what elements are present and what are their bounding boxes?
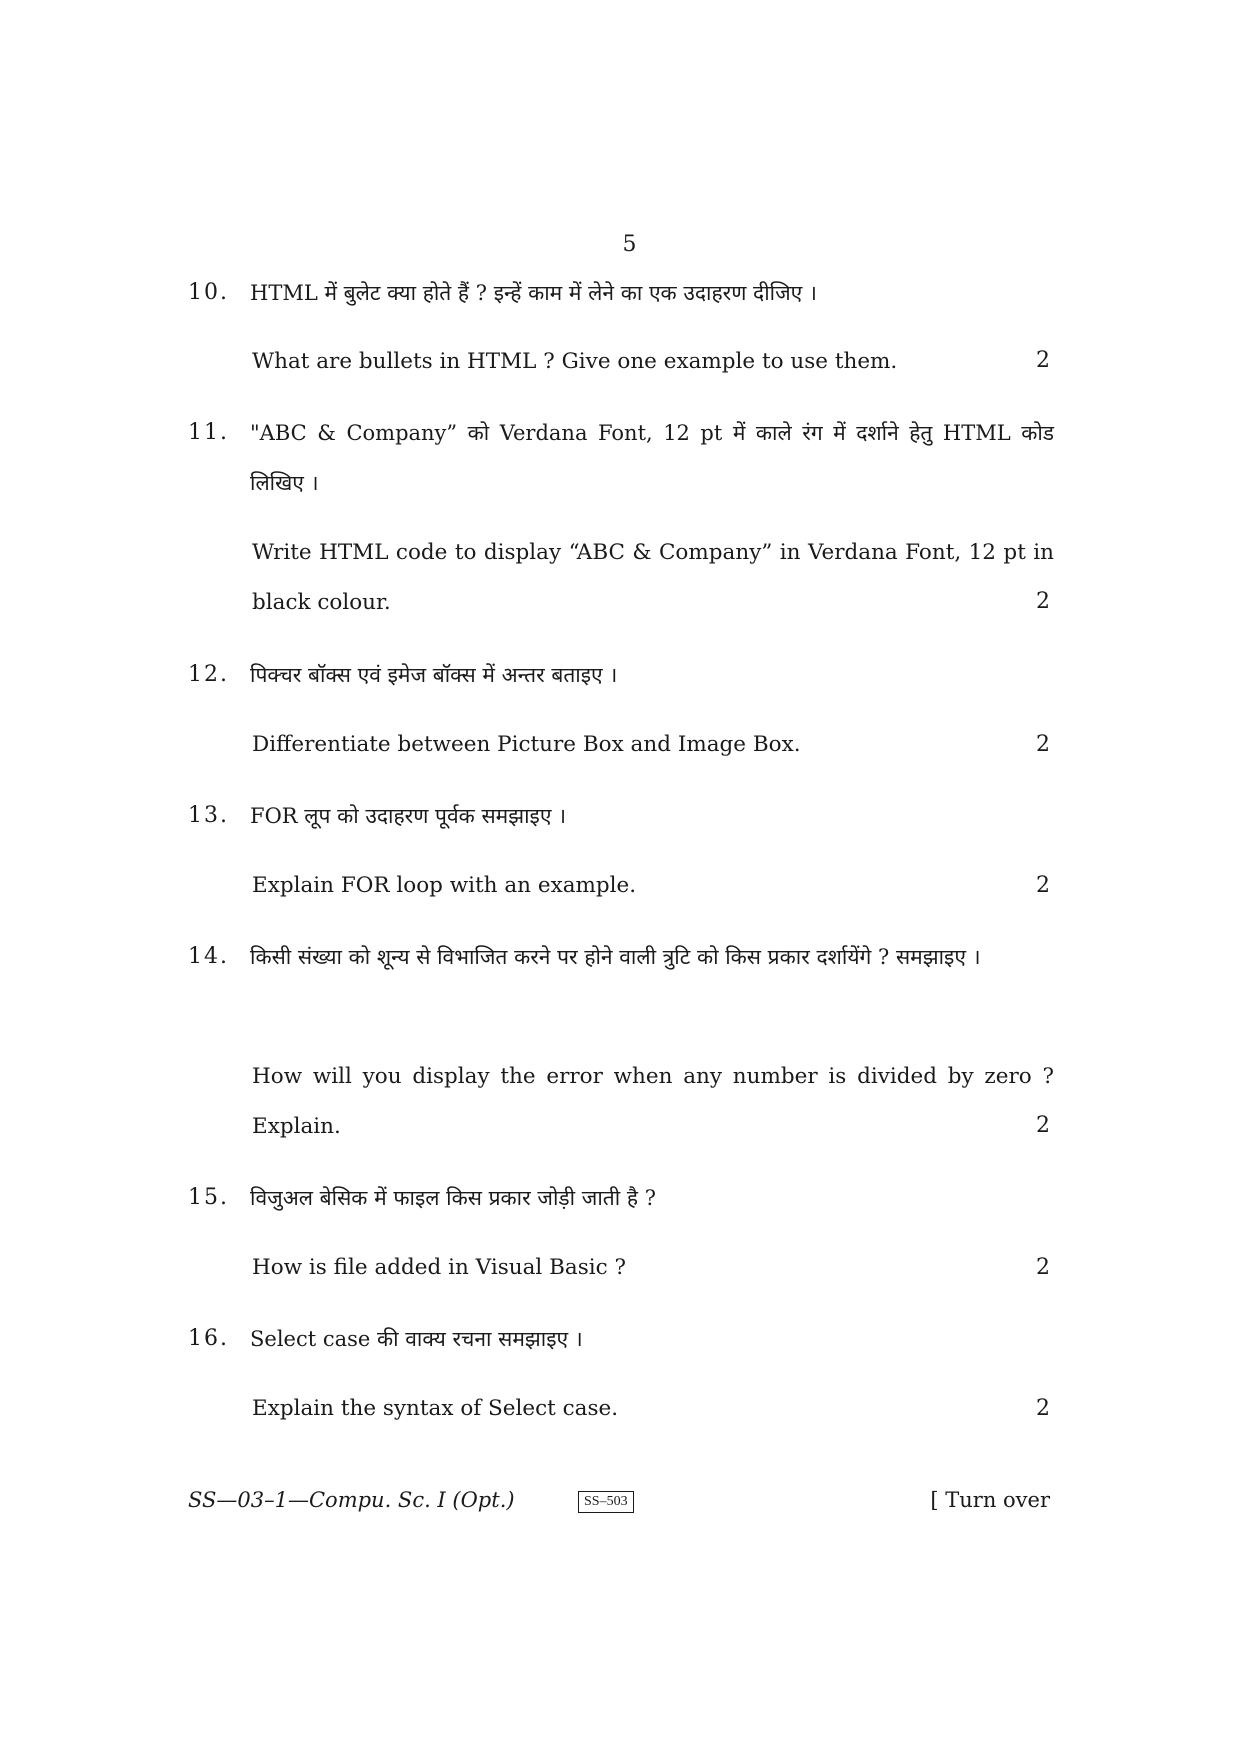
page-number: 5 — [622, 232, 637, 257]
question-number: 10. — [188, 280, 229, 305]
question-number: 16. — [188, 1326, 229, 1351]
marks: 2 — [1036, 1113, 1050, 1138]
marks: 2 — [1036, 1396, 1050, 1421]
question-text-hindi: HTML में बुलेट क्या होते हैं ? इन्हें काम में लेने का एक उदाहरण दीजिए । — [250, 281, 817, 305]
question-text-hindi: FOR लूप को उदाहरण पूर्वक समझाइए । — [250, 804, 567, 828]
marks: 2 — [1036, 732, 1050, 757]
question-number: 12. — [188, 662, 229, 687]
question-text-hindi: "ABC & Company” को Verdana Font, 12 pt में काले रंग में दर्शाने हेतु HTML कोड लिखिए । — [250, 421, 1054, 495]
marks: 2 — [1036, 589, 1050, 614]
paper-code-box: SS–503 — [578, 1491, 634, 1513]
question-text-english: Explain FOR loop with an example. — [252, 873, 637, 898]
question-text-hindi: Select case की वाक्य रचना समझाइए । — [250, 1327, 583, 1351]
question-text-hindi: पिक्चर बॉक्स एवं इमेज बॉक्स में अन्तर बताइए । — [250, 663, 618, 687]
marks: 2 — [1036, 873, 1050, 898]
turn-over-label: [ Turn over — [930, 1488, 1050, 1512]
question-number: 11. — [188, 420, 229, 445]
question-number: 15. — [188, 1185, 229, 1210]
question-text-english: What are bullets in HTML ? Give one example to use them. — [252, 349, 898, 374]
question-number: 14. — [188, 944, 229, 969]
page-footer — [188, 1488, 1054, 1518]
question-text-english: Explain the syntax of Select case. — [252, 1396, 619, 1421]
question-text-english: Differentiate between Picture Box and Image Box. — [252, 732, 801, 757]
question-text-hindi: किसी संख्या को शून्य से विभाजित करने पर होने वाली त्रुटि को किस प्रकार दर्शायेंगे ? समझाइए । — [250, 945, 981, 969]
question-number: 13. — [188, 803, 229, 828]
marks: 2 — [1036, 348, 1050, 373]
question-text-english: Write HTML code to display “ABC & Company” in Verdana Font, 12 pt in black colour. — [252, 540, 1054, 615]
question-text-hindi: विजुअल बेसिक में फाइल किस प्रकार जोड़ी जाती है ? — [250, 1186, 656, 1210]
question-text-english: How will you display the error when any number is divided by zero ? Explain. — [252, 1064, 1054, 1139]
paper-code: SS—03–1—Compu. Sc. I (Opt.) — [188, 1488, 515, 1512]
question-text-english: How is file added in Visual Basic ? — [252, 1255, 627, 1280]
marks: 2 — [1036, 1255, 1050, 1280]
